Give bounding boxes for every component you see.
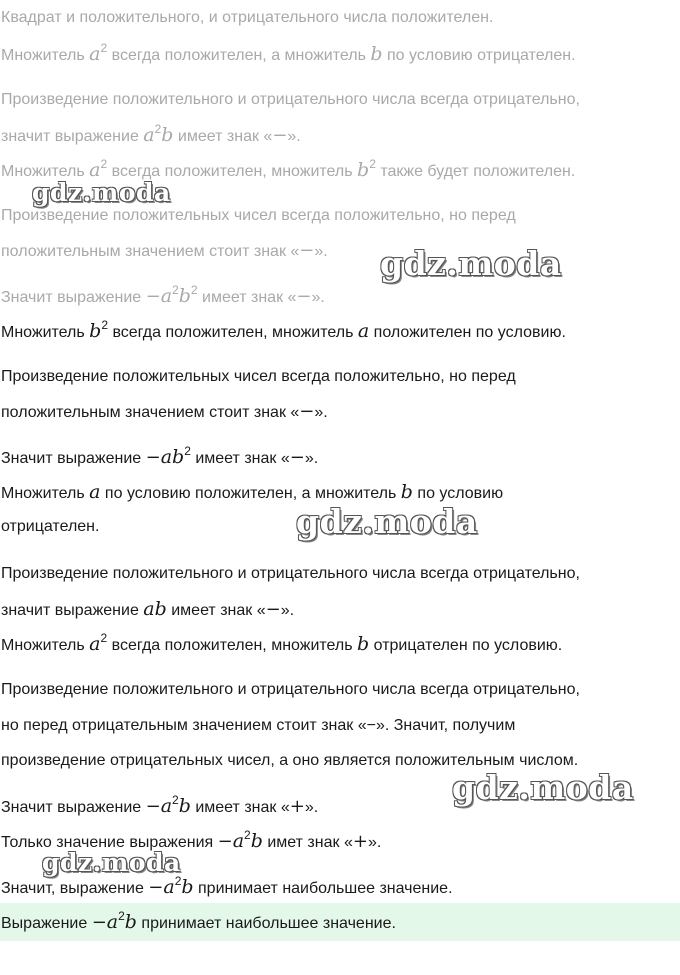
watermark-logo: gdz.moda (32, 178, 171, 207)
text-line: Множитель a по условию положителен, а множитель b по условию (1, 481, 504, 503)
watermark-logo: gdz.moda (296, 502, 478, 541)
text-line: Значит выражение $-a^2b$ имеет знак «+». (1, 793, 319, 817)
text-line: Значит, выражение $-a^2b$ принимает наибольшее значение. (1, 874, 453, 898)
text-line: Множитель $a^2$ всегда положителен, множитель $b^2$ также будет положителен. (1, 157, 576, 181)
text-line: Произведение положительных чисел всегда положительно, но перед (1, 368, 516, 385)
watermark-logo: gdz.moda (452, 768, 634, 807)
text-line: Произведение положительных чисел всегда положительно, но перед (1, 207, 516, 224)
text-line: Квадрат и положительного, и отрицательного числа положителен. (1, 9, 494, 26)
text-line: Значит выражение $-a^2b^2$ имеет знак «−». (1, 283, 325, 307)
text-line: Только значение выражения $-a^2b$ имет знак «+». (1, 828, 382, 852)
text-line: Множитель $a^2$ всегда положителен, а множитель b по условию отрицателен. (1, 41, 576, 65)
text-line: Произведение положительного и отрицательного числа всегда отрицательно, (1, 565, 580, 582)
text-line: положительным значением стоит знак «−». (1, 401, 328, 422)
text-line: Множитель $a^2$ всегда положителен, множитель b отрицателен по условию. (1, 631, 563, 655)
text-line: Произведение положительного и отрицательного числа всегда отрицательно, (1, 681, 580, 698)
text-line: отрицателен. (1, 518, 100, 535)
text-line: но перед отрицательным значением стоит знак «−». Значит, получим (1, 717, 516, 734)
text-line: Произведение положительного и отрицательного числа всегда отрицательно, (1, 91, 580, 108)
answer-line: Выражение $-a^2b$ принимает наибольшее значение. (1, 909, 396, 933)
text-line: Множитель $b^2$ всегда положителен, множитель a положителен по условию. (1, 318, 566, 342)
watermark-logo: gdz.moda (380, 244, 562, 283)
text-line: положительным значением стоит знак «−». (1, 240, 328, 261)
text-line: значит выражение $a^2b$ имеет знак «−». (1, 122, 301, 146)
text-line: Значит выражение $-ab^2$ имеет знак «−». (1, 444, 319, 468)
text-line: произведение отрицательных чисел, а оно является положительным числом. (1, 752, 579, 769)
text-line: значит выражение ab имеет знак «−». (1, 598, 295, 620)
watermark-logo: gdz.moda (42, 848, 181, 877)
